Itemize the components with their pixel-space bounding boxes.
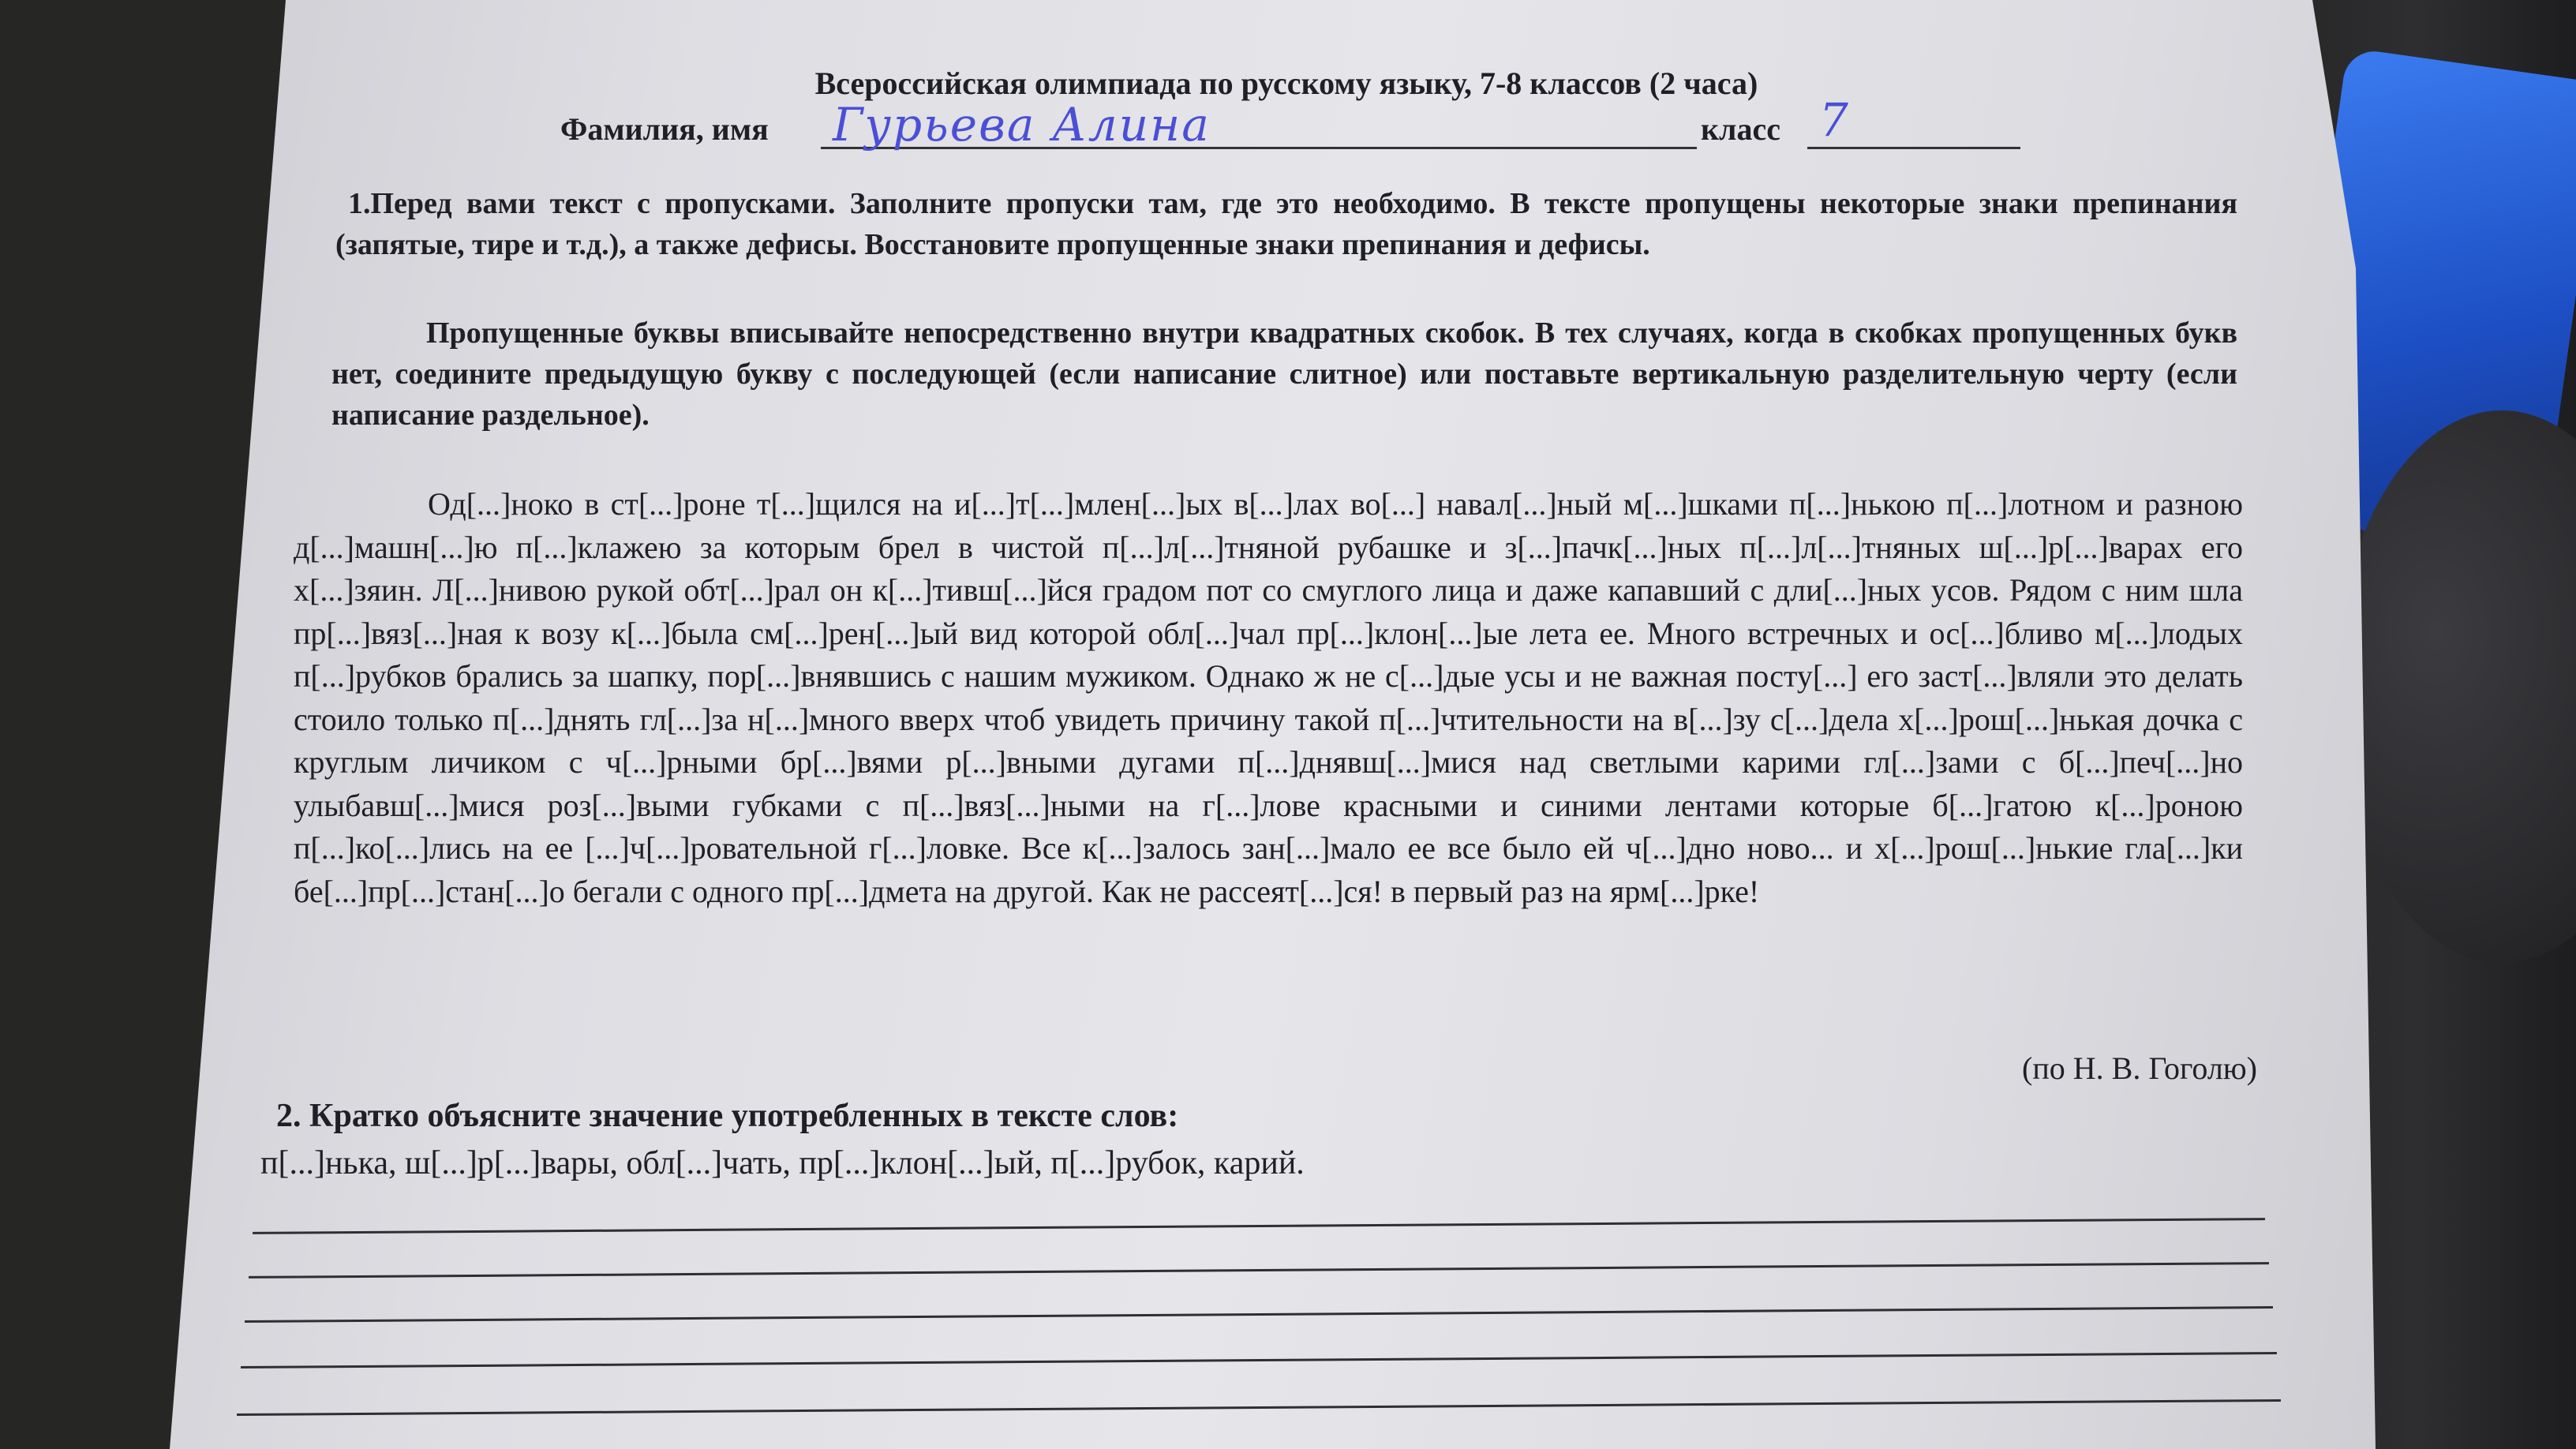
- student-info-row: [560, 93, 2028, 152]
- task1-instructions: 1.Перед вами текст с пропусками. Заполните пропуски там, где это необходимо. В тексте пропущены некоторые знаки препинания (запятые, тире и т.д.), а также дефисы. Восстановите пропущенные знаки препинания и дефисы.: [335, 187, 2237, 261]
- task1-text[interactable]: Од[...]ноко в ст[...]роне т[...]щился на и[...]т[...]млен[...]ых в[...]лах во[...] навал[...]ный м[...]шками п[...]нькою п[...]лотном и разною д[...]машн[...]ю п[...]клажею за которым брел в чистой п[...]л[...]тняной рубашке и з[...]пачк[...]ных п[...]л[...]тняных ш[...]р[...]варах его х[...]зяин. Л[...]нивою рукой обт[...]рал он к[...]тивш[...]йся градом пот со смуглого лица и даже капавший с дли[...]ных усов. Рядом с ним шла пр[...]вяз[...]ная к возу к[...]была см[...]рен[...]ый вид которой обл[...]чал пр[...]клон[...]ые лета ее. Много встречных и ос[...]бливо м[...]лодых п[...]рубков брались за шапку, пор[...]внявшись с нашим мужиком. Однако ж не с[...]дые усы и не важная посту[...] его заст[...]вляли это делать стоило только п[...]днять гл[...]за н[...]много вверх чтоб увидеть причину такой п[...]чтительности на в[...]зу с[...]дела х[...]рош[...]нькая дочка с круглым личиком с ч[...]рными бр[...]вями р[...]вными дугами п[...]днявш[...]мися над светлыми карими гл[...]зами с б[...]печ[...]но улыбавш[...]мися роз[...]выми губками с п[...]вяз[...]ными на г[...]лове красными и синими лентами которые б[...]гатою к[...]роною п[...]ко[...]лись на ее [...]ч[...]ровательной г[...]ловке. Все к[...]залось зан[...]мало ее все было ей ч[...]дно ново... и х[...]рош[...]нькие гла[...]ки бе[...]пр[...]стан[...]о бегали с одного пр[...]дмета на другой. Как не рассеят[...]ся! в первый раз на ярм[...]рке!: [294, 486, 2243, 909]
- answer-line[interactable]: [245, 1306, 2273, 1323]
- name-handwritten-value: Гурьева Алина: [833, 98, 1211, 152]
- task2-words: п[...]нька, ш[...]р[...]вары, обл[...]чать, пр[...]клон[...]ый, п[...]рубок, карий.: [260, 1145, 1305, 1181]
- answer-line[interactable]: [241, 1352, 2277, 1368]
- class-label: класс: [1701, 111, 1780, 147]
- task2-title: 2. Кратко объясните значение употребленных в тексте слов:: [276, 1098, 1179, 1134]
- task1-instructions-2: Пропущенные буквы вписывайте непосредственно внутри квадратных скобок. В тех случаях, когда в скобках пропущенных букв нет, соедините предыдущую букву с последующей (если написание слитное) или поставьте вертикальную разделительную черту (если написание раздельное).: [331, 316, 2237, 432]
- class-field[interactable]: [1807, 147, 2020, 149]
- answer-line[interactable]: [249, 1262, 2269, 1279]
- attribution: (по Н. В. Гоголю): [2022, 1050, 2257, 1086]
- olympiad-title: Всероссийская олимпиада по русскому языку, 7-8 классов (2 часа): [814, 66, 1758, 101]
- answer-line[interactable]: [253, 1218, 2265, 1234]
- class-handwritten-value: 7: [1819, 93, 1850, 147]
- answer-line[interactable]: [237, 1399, 2281, 1416]
- name-label: Фамилия, имя: [560, 111, 769, 147]
